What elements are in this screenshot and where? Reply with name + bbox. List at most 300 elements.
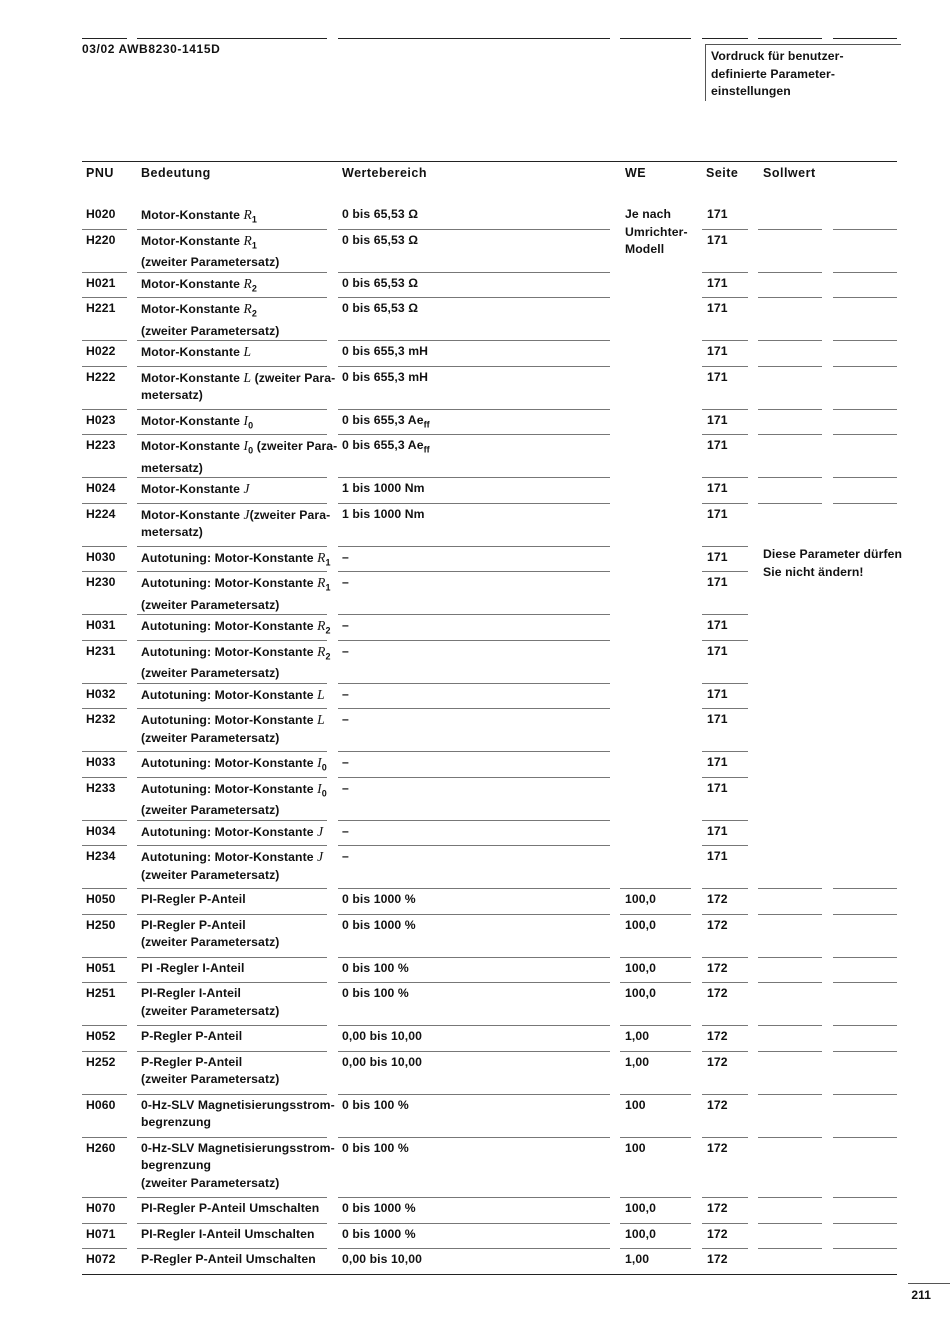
row-pnu: H231 — [86, 643, 116, 658]
row-rule — [833, 888, 897, 889]
row-bedeutung — [141, 206, 257, 229]
bedeutung-line: Motor-Konstante $I_0$ (zweiter Para- — [141, 438, 338, 456]
row-pnu: H220 — [86, 232, 116, 247]
row-wertebereich: 1 bis 1000 Nm — [342, 506, 425, 521]
row-rule — [82, 820, 127, 821]
row-wertebereich: – — [342, 780, 349, 795]
row-rule — [833, 229, 897, 230]
row-rule — [338, 888, 610, 889]
row-bedeutung — [141, 574, 331, 614]
row-rule — [702, 546, 748, 547]
row-pnu: H031 — [86, 618, 116, 632]
row-rule — [620, 982, 691, 983]
row-bedeutung — [141, 960, 244, 978]
row-rule — [758, 229, 822, 230]
row-rule — [82, 272, 127, 273]
bedeutung-line: PI-Regler P-Anteil — [141, 892, 246, 906]
bedeutung-line: Motor-Konstante $R_2$ — [141, 275, 257, 293]
row-rule — [758, 1248, 822, 1249]
row-rule — [82, 957, 127, 958]
row-rule — [620, 1197, 691, 1198]
row-we: 100 — [625, 1140, 646, 1155]
row-rule — [620, 1137, 691, 1138]
row-rule — [338, 845, 610, 846]
row-rule — [338, 272, 610, 273]
row-seite: 171 — [707, 369, 728, 384]
row-rule — [758, 434, 822, 435]
row-rule — [82, 477, 127, 478]
row-bedeutung — [141, 232, 279, 272]
row-rule — [758, 409, 822, 410]
row-rule — [82, 1137, 127, 1138]
bedeutung-line: (zweiter Parametersatz) — [141, 666, 280, 681]
row-bedeutung — [141, 711, 325, 747]
row-bedeutung — [141, 300, 279, 340]
row-rule — [702, 1197, 748, 1198]
column-header-we: WE — [625, 166, 647, 180]
bedeutung-line: (zweiter Parametersatz) — [141, 730, 280, 745]
bedeutung-line: (zweiter Parametersatz) — [141, 1003, 280, 1018]
row-rule — [758, 297, 822, 298]
row-pnu: H072 — [86, 1252, 116, 1266]
row-rule — [338, 1094, 610, 1095]
row-rule — [338, 957, 610, 958]
row-rule — [758, 1051, 822, 1052]
row-rule — [338, 340, 610, 341]
row-wertebereich: 0 bis 100 % — [342, 1097, 409, 1112]
bedeutung-line: Motor-Konstante $R_2$ — [141, 301, 257, 319]
row-rule — [833, 1248, 897, 1249]
row-rule — [620, 1248, 691, 1249]
row-rule — [338, 820, 610, 821]
row-bedeutung — [141, 985, 279, 1020]
row-wertebereich: 0 bis 1000 % — [342, 1201, 416, 1215]
row-rule — [702, 614, 748, 615]
row-rule — [137, 614, 327, 615]
row-rule — [82, 1248, 127, 1249]
row-rule — [137, 982, 327, 983]
row-rule — [758, 503, 822, 504]
bedeutung-line: (zweiter Parametersatz) — [141, 867, 280, 882]
bedeutung-line: Autotuning: Motor-Konstante J — [141, 849, 324, 864]
bedeutung-line: PI -Regler I-Anteil — [141, 960, 245, 975]
row-rule — [702, 751, 748, 752]
row-rule — [702, 888, 748, 889]
row-rule — [702, 957, 748, 958]
row-seite: 171 — [707, 481, 728, 495]
row-rule — [338, 571, 610, 572]
row-rule — [338, 503, 610, 504]
row-rule — [137, 272, 327, 273]
row-bedeutung — [141, 686, 325, 705]
row-rule — [702, 571, 748, 572]
row-rule — [702, 777, 748, 778]
row-rule — [620, 1094, 691, 1095]
bedeutung-line: metersatz) — [141, 525, 203, 539]
row-rule — [702, 477, 748, 478]
row-rule — [82, 571, 127, 572]
row-rule — [137, 888, 327, 889]
row-pnu: H030 — [86, 549, 116, 564]
bedeutung-line: (zweiter Parametersatz) — [141, 597, 280, 612]
row-seite: 172 — [707, 1201, 728, 1215]
row-rule — [82, 845, 127, 846]
row-rule — [702, 340, 748, 341]
row-bedeutung — [141, 1097, 335, 1132]
row-seite: 171 — [707, 344, 728, 358]
row-rule — [833, 1197, 897, 1198]
row-seite: 171 — [707, 232, 728, 247]
row-rule — [758, 982, 822, 983]
row-pnu: H252 — [86, 1054, 116, 1069]
row-rule — [833, 297, 897, 298]
row-bedeutung — [141, 1251, 316, 1269]
row-rule — [833, 982, 897, 983]
row-rule — [338, 1223, 610, 1224]
row-rule — [702, 297, 748, 298]
table-bottom-rule — [82, 1274, 897, 1275]
row-bedeutung — [141, 437, 337, 477]
bedeutung-line: (zweiter Parametersatz) — [141, 935, 280, 949]
row-seite: 171 — [707, 755, 728, 769]
row-rule — [137, 477, 327, 478]
row-rule — [137, 845, 327, 846]
side-title-line: Vordruck für benutzer- — [711, 49, 844, 63]
row-seite: 171 — [707, 712, 728, 726]
row-wertebereich: – — [342, 549, 349, 564]
row-rule — [137, 1197, 327, 1198]
row-pnu: H021 — [86, 275, 116, 290]
bedeutung-line: (zweiter Parametersatz) — [141, 1072, 280, 1086]
row-rule — [620, 1051, 691, 1052]
row-rule — [82, 708, 127, 709]
row-rule — [82, 614, 127, 615]
row-seite: 172 — [707, 1097, 728, 1112]
row-wertebereich: 0 bis 100 % — [342, 986, 409, 1000]
row-we: 1,00 — [625, 1252, 650, 1266]
row-pnu: H230 — [86, 575, 116, 589]
row-rule — [82, 888, 127, 889]
row-pnu: H223 — [86, 438, 116, 452]
row-rule — [758, 957, 822, 958]
row-bedeutung — [141, 891, 246, 909]
row-rule — [338, 708, 610, 709]
bedeutung-line: Autotuning: Motor-Konstante J — [141, 823, 324, 839]
row-rule — [137, 751, 327, 752]
row-rule — [82, 777, 127, 778]
row-rule — [338, 297, 610, 298]
row-rule — [137, 1051, 327, 1052]
row-rule — [758, 340, 822, 341]
bedeutung-line: (zweiter Parametersatz) — [141, 1175, 280, 1190]
row-wertebereich: – — [342, 755, 349, 769]
row-rule — [137, 914, 327, 915]
bedeutung-line: Autotuning: Motor-Konstante L — [141, 712, 325, 727]
row-pnu: H222 — [86, 369, 116, 384]
row-rule — [338, 409, 610, 410]
page-number: 211 — [908, 1283, 950, 1302]
row-bedeutung — [141, 754, 327, 777]
row-rule — [758, 272, 822, 273]
row-rule — [702, 845, 748, 846]
sollwert-note-line: Diese Parameter dürfen — [763, 547, 903, 561]
bedeutung-line: P-Regler P-Anteil Umschalten — [141, 1252, 316, 1266]
row-seite: 171 — [707, 301, 728, 315]
row-rule — [137, 708, 327, 709]
bedeutung-line: Motor-Konstante L (zweiter Para- — [141, 369, 336, 385]
row-wertebereich: 0 bis 100 % — [342, 1140, 409, 1155]
row-rule — [82, 1051, 127, 1052]
row-rule — [702, 1223, 748, 1224]
row-rule — [833, 1137, 897, 1138]
bedeutung-line: Autotuning: Motor-Konstante L — [141, 686, 325, 702]
row-rule — [338, 751, 610, 752]
bedeutung-line: PI-Regler P-Anteil Umschalten — [141, 1201, 320, 1215]
bedeutung-line: P-Regler P-Anteil — [141, 1029, 243, 1043]
row-bedeutung — [141, 275, 257, 298]
row-rule — [338, 434, 610, 435]
row-rule — [758, 1094, 822, 1095]
row-bedeutung — [141, 480, 250, 499]
row-rule — [833, 409, 897, 410]
bedeutung-line: (zweiter Parametersatz) — [141, 803, 280, 818]
row-pnu: H023 — [86, 412, 116, 427]
row-seite: 172 — [707, 1054, 728, 1069]
row-wertebereich: 1 bis 1000 Nm — [342, 481, 425, 495]
row-rule — [758, 1025, 822, 1026]
row-bedeutung — [141, 343, 251, 362]
row-rule — [82, 640, 127, 641]
row-wertebereich: 0,00 bis 10,00 — [342, 1252, 422, 1266]
row-wertebereich: 0 bis 65,53 Ω — [342, 275, 419, 290]
bedeutung-line: (zweiter Parametersatz) — [141, 255, 280, 270]
row-pnu: H234 — [86, 849, 116, 863]
row-rule — [338, 982, 610, 983]
row-rule — [758, 888, 822, 889]
row-rule — [82, 982, 127, 983]
row-seite: 172 — [707, 1252, 728, 1266]
row-pnu: H033 — [86, 755, 116, 769]
row-seite: 172 — [707, 1226, 728, 1241]
row-we: 100 — [625, 1097, 646, 1112]
row-rule — [620, 1025, 691, 1026]
row-seite: 171 — [707, 618, 728, 632]
row-rule — [702, 640, 748, 641]
row-pnu: H233 — [86, 780, 116, 795]
row-rule — [137, 820, 327, 821]
row-wertebereich: 0 bis 100 % — [342, 960, 409, 975]
row-pnu: H060 — [86, 1097, 116, 1112]
bedeutung-line: Motor-Konstante L — [141, 344, 252, 359]
row-rule — [702, 409, 748, 410]
row-rule — [82, 1094, 127, 1095]
row-rule — [702, 683, 748, 684]
bedeutung-line: PI-Regler I-Anteil — [141, 986, 241, 1000]
row-seite: 171 — [707, 412, 728, 427]
row-seite: 171 — [707, 575, 728, 589]
row-rule — [702, 434, 748, 435]
row-we: 100,0 — [625, 986, 656, 1000]
row-pnu: H024 — [86, 481, 116, 495]
row-rule — [702, 272, 748, 273]
row-rule — [338, 640, 610, 641]
row-bedeutung — [141, 1200, 319, 1218]
row-rule — [137, 546, 327, 547]
row-rule — [758, 914, 822, 915]
column-header-bedeutung: Bedeutung — [141, 166, 211, 180]
row-bedeutung — [141, 506, 330, 542]
row-rule — [137, 957, 327, 958]
row-rule — [702, 820, 748, 821]
row-rule — [338, 1137, 610, 1138]
row-rule — [338, 1025, 610, 1026]
row-rule — [702, 366, 748, 367]
row-rule — [833, 1094, 897, 1095]
we-group-line: Modell — [625, 242, 665, 256]
row-bedeutung — [141, 917, 279, 952]
row-rule — [82, 229, 127, 230]
row-bedeutung — [141, 643, 331, 683]
row-wertebereich: – — [342, 686, 349, 701]
row-rule — [702, 1248, 748, 1249]
row-rule — [137, 229, 327, 230]
row-bedeutung — [141, 848, 323, 884]
we-group-line: Umrichter- — [625, 224, 688, 239]
row-rule — [82, 366, 127, 367]
row-bedeutung — [141, 412, 253, 435]
row-rule — [137, 1248, 327, 1249]
row-wertebereich: – — [342, 823, 349, 838]
row-pnu: H071 — [86, 1226, 116, 1241]
bedeutung-line: 0-Hz-SLV Magnetisierungsstrom- — [141, 1140, 335, 1155]
row-rule — [338, 477, 610, 478]
row-rule — [702, 1137, 748, 1138]
row-rule — [338, 777, 610, 778]
row-seite: 171 — [707, 849, 728, 863]
row-bedeutung — [141, 549, 331, 572]
row-wertebereich: 0 bis 65,53 Ω — [342, 207, 419, 221]
row-seite: 172 — [707, 1029, 728, 1043]
side-title-line: definierte Parameter- — [711, 66, 836, 81]
row-rule — [833, 272, 897, 273]
row-rule — [833, 340, 897, 341]
bedeutung-line: (zweiter Parametersatz) — [141, 323, 280, 338]
row-rule — [137, 1137, 327, 1138]
row-rule — [137, 1025, 327, 1026]
row-wertebereich: – — [342, 618, 349, 632]
row-wertebereich: 0 bis 655,3 $Ae_{ff}$ — [342, 438, 430, 455]
row-we: 100,0 — [625, 960, 656, 975]
row-rule — [702, 1025, 748, 1026]
row-rule — [82, 914, 127, 915]
row-rule — [620, 914, 691, 915]
row-rule — [338, 614, 610, 615]
row-wertebereich: 0 bis 65,53 Ω — [342, 232, 419, 247]
bedeutung-line: begrenzung — [141, 1158, 212, 1172]
bedeutung-line: Motor-Konstante $I_0$ — [141, 412, 254, 430]
row-seite: 171 — [707, 780, 728, 795]
row-seite: 171 — [707, 643, 728, 658]
row-rule — [833, 1223, 897, 1224]
row-rule — [338, 1197, 610, 1198]
side-title-line: einstellungen — [711, 84, 791, 98]
row-rule — [833, 366, 897, 367]
row-rule — [702, 1051, 748, 1052]
row-pnu: H052 — [86, 1029, 116, 1043]
row-pnu: H224 — [86, 506, 116, 521]
row-rule — [338, 1248, 610, 1249]
row-pnu: H250 — [86, 917, 116, 932]
row-we: 100,0 — [625, 1201, 656, 1215]
row-rule — [338, 366, 610, 367]
row-wertebereich: 0 bis 655,3 mH — [342, 369, 429, 384]
bedeutung-line: Motor-Konstante $R_1$ — [141, 232, 257, 250]
bedeutung-line: PI-Regler P-Anteil — [141, 917, 246, 932]
row-rule — [758, 366, 822, 367]
row-rule — [702, 1094, 748, 1095]
row-seite: 171 — [707, 275, 728, 290]
row-rule — [758, 477, 822, 478]
bedeutung-line: Motor-Konstante $R_1$ — [141, 207, 257, 225]
bedeutung-line: 0-Hz-SLV Magnetisierungsstrom- — [141, 1097, 335, 1112]
row-rule — [137, 434, 327, 435]
bedeutung-line: Autotuning: Motor-Konstante $R_1$ — [141, 549, 331, 567]
row-rule — [758, 1197, 822, 1198]
row-pnu: H050 — [86, 892, 116, 906]
row-wertebereich: 0 bis 1000 % — [342, 892, 416, 906]
row-rule — [833, 1051, 897, 1052]
row-rule — [137, 297, 327, 298]
row-rule — [833, 434, 897, 435]
row-seite: 171 — [707, 823, 728, 838]
row-rule — [620, 957, 691, 958]
bedeutung-line: PI-Regler I-Anteil Umschalten — [141, 1226, 315, 1241]
row-rule — [338, 914, 610, 915]
row-pnu: H020 — [86, 207, 116, 221]
row-rule — [758, 1223, 822, 1224]
row-rule — [137, 409, 327, 410]
row-rule — [82, 1025, 127, 1026]
row-pnu: H022 — [86, 344, 116, 358]
row-rule — [137, 366, 327, 367]
row-wertebereich: 0,00 bis 10,00 — [342, 1029, 422, 1043]
row-bedeutung — [141, 617, 331, 640]
row-we: 1,00 — [625, 1029, 650, 1043]
column-header-sollwert: Sollwert — [763, 166, 816, 180]
row-rule — [82, 434, 127, 435]
row-wertebereich: – — [342, 575, 349, 589]
row-rule — [82, 1223, 127, 1224]
row-pnu: H034 — [86, 823, 116, 838]
row-rule — [702, 914, 748, 915]
row-rule — [137, 1094, 327, 1095]
row-wertebereich: 0 bis 655,3 mH — [342, 344, 429, 358]
row-rule — [82, 340, 127, 341]
bedeutung-line: Autotuning: Motor-Konstante $I_0$ — [141, 780, 327, 798]
we-group-line: Je nach — [625, 207, 672, 221]
row-wertebereich: 0 bis 655,3 $Ae_{ff}$ — [342, 412, 430, 429]
row-wertebereich: – — [342, 849, 349, 863]
row-rule — [82, 683, 127, 684]
bedeutung-line: metersatz) — [141, 388, 203, 402]
row-bedeutung — [141, 780, 327, 820]
row-pnu: H221 — [86, 301, 116, 315]
row-rule — [833, 914, 897, 915]
row-rule — [137, 571, 327, 572]
row-rule — [137, 777, 327, 778]
bedeutung-line: Motor-Konstante J — [141, 481, 250, 496]
row-wertebereich: 0 bis 65,53 Ω — [342, 301, 419, 315]
